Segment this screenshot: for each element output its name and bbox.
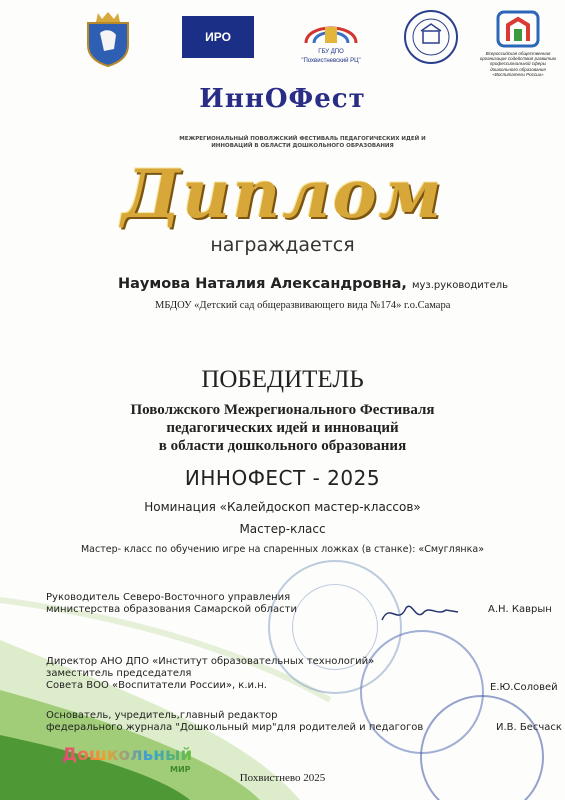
iro-institute-logo xyxy=(182,16,254,58)
signatory-3-name: И.В. Бесчаск xyxy=(496,722,562,733)
signatory-1-position xyxy=(46,592,297,616)
nomination: Номинация «Калейдоскоп мастер-классов» xyxy=(144,500,421,514)
festival-subtitle: МЕЖРЕГИОНАЛЬНЫЙ ПОВОЛЖСКИЙ ФЕСТИВАЛЬ ПЕДАГОГИЧЕСКИХ ИДЕЙ И ИННОВАЦИЙ В ОБЛАСТИ ДОШКОЛЬНОГО ОБРАЗОВАНИЯ xyxy=(179,136,426,149)
signatory-3-line-2: федерального журнала "Дошкольный мир"для родителей и педагогов xyxy=(46,722,424,733)
prc-caption-2: "Похвистневский РЦ" xyxy=(301,58,361,64)
iro-logo-text: ИРО xyxy=(205,30,231,44)
recipient-name-text: Наумова Наталия Александровна, xyxy=(118,276,407,292)
place-and-year: Похвистнево 2025 xyxy=(239,772,326,784)
doshkolny-mir-logo-sub: МИР xyxy=(170,765,191,774)
award-status: ПОБЕДИТЕЛЬ xyxy=(201,366,364,393)
institute-educational-technologies-logo xyxy=(402,8,460,66)
festival-line-3: в области дошкольного образования xyxy=(158,438,407,454)
recipient-name xyxy=(118,276,508,292)
awarded-label: награждается xyxy=(210,234,355,256)
signatory-1-name: А.Н. Каврын xyxy=(488,604,552,615)
signatory-1-line-2: министерства образования Самарской области xyxy=(46,604,297,615)
vr-caption: Всероссийская общественная организация содействия развитию профессиональной сферы дошкольного образования «Воспитатели России» xyxy=(479,50,557,77)
recipient-role: муз.руководитель xyxy=(411,280,509,291)
work-title: Мастер- класс по обучению игре на спаренных ложках (в станке): «Смуглянка» xyxy=(80,544,485,555)
award-category: Мастер-класс xyxy=(239,522,326,536)
diploma-title: Диплом xyxy=(121,155,444,233)
festival-line-2: педагогических идей и инноваций xyxy=(166,420,399,436)
festival-line-1: Поволжского Межрегионального Фестиваля xyxy=(130,402,435,418)
signatory-2-line-2: заместитель председателя xyxy=(46,668,192,679)
samara-coat-of-arms-logo xyxy=(80,8,136,68)
pokhvistnevo-rc-logo xyxy=(286,8,376,70)
handwritten-signature xyxy=(380,598,460,628)
signatory-3-line-1: Основатель, учредитель,главный редактор xyxy=(46,710,278,721)
signatory-3-position xyxy=(46,710,423,734)
signatory-2-name: Е.Ю.Соловей xyxy=(490,682,558,693)
signatory-2-line-3: Совета ВОО «Воспитатели России», к.и.н. xyxy=(46,680,267,691)
signatory-2-position xyxy=(46,656,374,692)
recipient-organization: МБДОУ «Детский сад общеразвивающего вида №174» г.о.Самара xyxy=(155,300,451,311)
vospitateli-rossii-logo xyxy=(478,8,558,78)
festival-name-year: ИННОФЕСТ - 2025 xyxy=(184,466,381,490)
prc-caption-1: ГБУ ДПО xyxy=(318,49,344,55)
signatory-2-line-1: Директор АНО ДПО «Институт образовательных технологий» xyxy=(46,656,375,667)
innofest-logo: ИннОФест xyxy=(199,84,366,114)
doshkolny-mir-logo xyxy=(62,745,192,765)
signatory-1-line-1: Руководитель Северо-Восточного управления xyxy=(46,592,291,603)
doshkolny-mir-logo-text: Дошкольный xyxy=(62,745,193,765)
